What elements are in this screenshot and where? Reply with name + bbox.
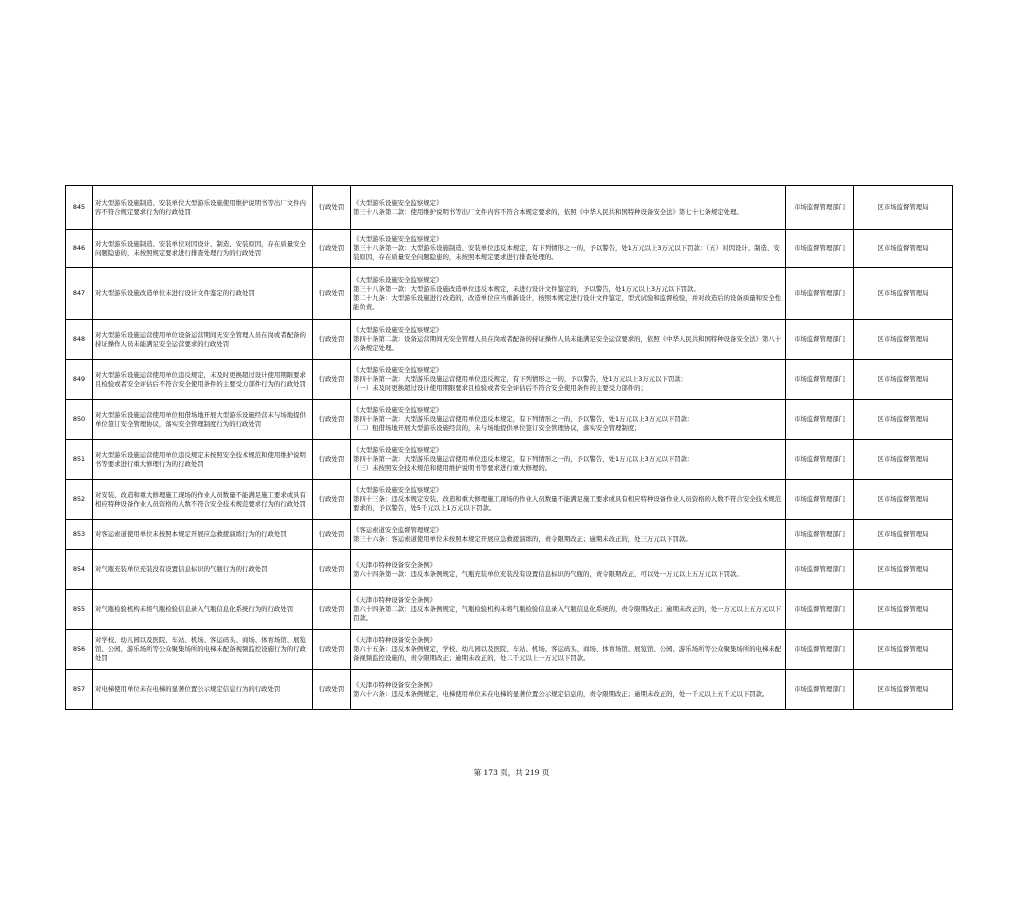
item-name-cell: 对安装、改造和重大修理施工现场的作业人员数量不能满足施工要求或具有相应特种设备作业人员资格的人数不符合安全技术规范要求行为的行政处罚 — [93, 480, 313, 520]
legal-basis-line: 第三十八条第一款：大型游乐设施制造、安装单位违反本规定，有下列情形之一的，予以警告，处1万元以上3万元以下罚款：（五）对因设计、制造、安装原因，存在质量安全问题隐患的，未按照本规定要求进行排查处理的。 — [353, 244, 780, 261]
legal-basis-cell — [351, 670, 786, 710]
legal-basis-line: 《天津市特种设备安全条例》 — [353, 596, 437, 604]
legal-basis-line: （二）租借场地开展大型游乐设施经营的，未与场地提供单位签订安全管理协议，落实安全管理制度； — [353, 424, 641, 432]
legal-basis-cell — [351, 400, 786, 440]
power-type-cell: 行政处罚 — [313, 360, 351, 400]
item-name-cell: 对大型游乐设施改造单位未进行设计文件鉴定的行政处罚 — [93, 268, 313, 320]
legal-basis-line: 第二十九条：大型游乐设施进行改造的，改造单位应当重新设计，按照本规定进行设计文件鉴定、型式试验和监督检验，并对改造后的设备质量和安全性能负责。 — [353, 293, 782, 311]
legal-basis-cell — [351, 550, 786, 590]
legal-basis-line: 《大型游乐设施安全监察规定》 — [353, 366, 443, 374]
table-row — [66, 590, 953, 630]
table-row — [66, 670, 953, 710]
department-cell: 市场监督管理部门 — [786, 268, 854, 320]
power-type-cell: 行政处罚 — [313, 320, 351, 360]
table-row — [66, 230, 953, 268]
legal-basis-line: 第六十四条第一款：违反本条例规定，气瓶充装单位充装没有设置信息标识的气瓶的，责令限期改正，可以处一万元以上五万元以下罚款。 — [353, 569, 743, 578]
implementing-unit-cell: 区市场监督管理局 — [854, 268, 953, 320]
department-cell: 市场监督管理部门 — [786, 550, 854, 590]
legal-basis-line: 第四十三条：违反本规定安装、改造和重大修理施工现场的作业人员数量不能满足施工要求或具有相应特种设备作业人员资格的人数不符合安全技术规范要求的，予以警告，处5千元以上1万元以下罚款。 — [353, 495, 782, 512]
legal-basis-cell — [351, 520, 786, 550]
power-type-cell: 行政处罚 — [313, 400, 351, 440]
legal-basis-line: 第六十五条：违反本条例规定，学校、幼儿园以及医院、车站、机场、客运码头、商场、体育场馆、展览馆、公园、游乐场所等公众聚集场所的电梯未配备视频监控设施的，责令限期改正；逾期未改正的，处二千元以上一万元以下罚款。 — [353, 645, 782, 662]
table-row — [66, 550, 953, 590]
table-row — [66, 630, 953, 670]
item-name-cell: 对大型游乐设施运营使用单位租借场地开展大型游乐设施经营未与场地提供单位签订安全管理协议，落实安全管理制度行为的行政处罚 — [93, 400, 313, 440]
department-cell: 市场监督管理部门 — [786, 520, 854, 550]
legal-basis-line: 《客运索道安全监督管理规定》 — [353, 525, 443, 534]
legal-basis-line: 《天津市特种设备安全条例》 — [353, 636, 437, 644]
row-number-cell: 854 — [66, 550, 93, 590]
implementing-unit-cell: 区市场监督管理局 — [854, 400, 953, 440]
legal-basis-cell — [351, 230, 786, 268]
department-cell: 市场监督管理部门 — [786, 440, 854, 480]
item-name-cell: 对客运索道使用单位未按照本规定开展应急救援演练行为的行政处罚 — [93, 520, 313, 550]
page-footer: 第 173 页，共 219 页 — [473, 768, 550, 777]
item-name-cell: 对学校、幼儿园以及医院、车站、机场、客运码头、商场、体育场馆、展览馆、公园、游乐场所等公众聚集场所的电梯未配备视频监控设施行为的行政处罚 — [93, 630, 313, 670]
legal-basis-line: 第三十六条：客运索道使用单位未按照本规定开展应急救援演练的，责令限期改正；逾期未改正的，处三万元以下罚款。 — [353, 534, 692, 543]
legal-basis-line: 《天津市特种设备安全条例》 — [353, 560, 437, 569]
department-cell: 市场监督管理部门 — [786, 630, 854, 670]
legal-basis-line: 《大型游乐设施安全监察规定》 — [353, 406, 443, 414]
legal-basis-line: 《大型游乐设施安全监察规定》 — [353, 446, 443, 454]
row-number-cell: 850 — [66, 400, 93, 440]
department-cell: 市场监督管理部门 — [786, 400, 854, 440]
implementing-unit-cell: 区市场监督管理局 — [854, 480, 953, 520]
legal-basis-line: 《大型游乐设施安全监察规定》 — [353, 235, 443, 243]
row-number-cell: 851 — [66, 440, 93, 480]
legal-basis-line: 第四十条第一款：大型游乐设施运营使用单位违反本规定，有下列情形之一的，予以警告，处1万元以上3万元以下罚款： — [353, 415, 694, 423]
implementing-unit-cell: 区市场监督管理局 — [854, 440, 953, 480]
implementing-unit-cell: 区市场监督管理局 — [854, 520, 953, 550]
item-name-cell: 对大型游乐设施制造、安装单位对因设计、制造、安装原因，存在质量安全问题隐患的，未按照规定要求进行排查处理行为的行政处罚 — [93, 230, 313, 268]
row-number-cell: 846 — [66, 230, 93, 268]
legal-basis-cell — [351, 590, 786, 630]
legal-basis-cell — [351, 630, 786, 670]
table-row — [66, 440, 953, 480]
table-row — [66, 268, 953, 320]
legal-basis-line: 第四十条第一款：大型游乐设施运营使用单位违反规定，有下列情形之一的，予以警告，处1万元以上3万元以下罚款： — [353, 375, 688, 383]
power-type-cell: 行政处罚 — [313, 590, 351, 630]
legal-basis-line: 《大型游乐设施安全监察规定》 — [353, 275, 443, 284]
item-name-cell: 对电梯使用单位未在电梯的显著位置公示规定信息行为的行政处罚 — [93, 670, 313, 710]
department-cell: 市场监督管理部门 — [786, 230, 854, 268]
implementing-unit-cell: 区市场监督管理局 — [854, 320, 953, 360]
table-row — [66, 520, 953, 550]
row-number-cell: 857 — [66, 670, 93, 710]
department-cell: 市场监督管理部门 — [786, 360, 854, 400]
legal-basis-line: 《大型游乐设施安全监察规定》 — [353, 198, 443, 207]
power-type-cell: 行政处罚 — [313, 550, 351, 590]
item-name-cell: 对气瓶检验机构未将气瓶检验信息录入气瓶信息化系统行为的行政处罚 — [93, 590, 313, 630]
power-list-table — [65, 185, 953, 710]
legal-basis-cell — [351, 360, 786, 400]
legal-basis-line: （三）未按照安全技术规范和使用维护说明书等要求进行重大修理的。 — [353, 464, 552, 472]
power-type-cell: 行政处罚 — [313, 630, 351, 670]
legal-basis-cell — [351, 186, 786, 230]
legal-basis-line: 《大型游乐设施安全监察规定》 — [353, 326, 443, 334]
legal-basis-line: 第四十条第一款：大型游乐设施运营使用单位违反本规定，有下列情形之一的，予以警告，处1万元以上3万元以下罚款： — [353, 455, 694, 463]
table-row — [66, 320, 953, 360]
legal-basis-line: 第六十四条第二款：违反本条例规定，气瓶检验机构未将气瓶检验信息录入气瓶信息化系统的，责令限期改正；逾期未改正的，处一万元以上五万元以下罚款。 — [353, 605, 782, 622]
implementing-unit-cell: 区市场监督管理局 — [854, 590, 953, 630]
row-number-cell: 845 — [66, 186, 93, 230]
row-number-cell: 853 — [66, 520, 93, 550]
legal-basis-cell — [351, 480, 786, 520]
department-cell: 市场监督管理部门 — [786, 590, 854, 630]
item-name-cell: 对大型游乐设施运营使用单位违反规定，未及时更换超过设计使用期限要求且检验或者安全评估后不符合安全使用条件的主要受力部件行为的行政处罚 — [93, 360, 313, 400]
power-type-cell: 行政处罚 — [313, 186, 351, 230]
legal-basis-line: 第四十条第二款：设备运营期间无安全管理人员在岗或者配备的持证操作人员未能满足安全运营要求的，依照《中华人民共和国特种设备安全法》第八十六条规定处理。 — [353, 335, 782, 352]
legal-basis-cell — [351, 320, 786, 360]
item-name-cell: 对大型游乐设施运营使用单位设备运营期间无安全管理人员在岗或者配备的持证操作人员未能满足安全运营要求的行政处罚 — [93, 320, 313, 360]
implementing-unit-cell: 区市场监督管理局 — [854, 186, 953, 230]
implementing-unit-cell: 区市场监督管理局 — [854, 670, 953, 710]
implementing-unit-cell: 区市场监督管理局 — [854, 550, 953, 590]
row-number-cell: 856 — [66, 630, 93, 670]
table-row — [66, 480, 953, 520]
item-name-cell: 对气瓶充装单位充装没有设置信息标识的气瓶行为的行政处罚 — [93, 550, 313, 590]
legal-basis-line: （一）未及时更换超过设计使用期限要求且检验或者安全评估后不符合安全使用条件的主要受力部件的； — [353, 384, 647, 392]
legal-basis-line: 《天津市特种设备安全条例》 — [353, 680, 437, 689]
implementing-unit-cell: 区市场监督管理局 — [854, 630, 953, 670]
power-type-cell: 行政处罚 — [313, 670, 351, 710]
row-number-cell: 847 — [66, 268, 93, 320]
item-name-cell: 对大型游乐设施制造、安装单位大型游乐设施使用维护说明书等出厂文件内容不符合规定要求行为的行政处罚 — [93, 186, 313, 230]
row-number-cell: 852 — [66, 480, 93, 520]
legal-basis-line: 第六十六条：违反本条例规定，电梯使用单位未在电梯的显著位置公示规定信息的，责令限期改正；逾期未改正的，处一千元以上五千元以下罚款。 — [353, 689, 769, 698]
table-row — [66, 186, 953, 230]
department-cell: 市场监督管理部门 — [786, 480, 854, 520]
department-cell: 市场监督管理部门 — [786, 670, 854, 710]
power-type-cell: 行政处罚 — [313, 480, 351, 520]
legal-basis-line: 第三十八条第二款：使用维护说明书等出厂文件内容不符合本规定要求的，依照《中华人民共和国特种设备安全法》第七十七条规定处理。 — [353, 207, 743, 216]
table-body — [66, 186, 953, 710]
legal-basis-cell — [351, 440, 786, 480]
legal-basis-line: 第三十八条第一款：大型游乐设施改造单位违反本规定，未进行设计文件鉴定的，予以警告，处1万元以上3万元以下罚款。 — [353, 284, 700, 293]
row-number-cell: 855 — [66, 590, 93, 630]
implementing-unit-cell: 区市场监督管理局 — [854, 230, 953, 268]
row-number-cell: 849 — [66, 360, 93, 400]
item-name-cell: 对大型游乐设施运营使用单位违反规定未按照安全技术规范和使用维护说明书等要求进行重大修理行为的行政处罚 — [93, 440, 313, 480]
department-cell: 市场监督管理部门 — [786, 320, 854, 360]
legal-basis-cell — [351, 268, 786, 320]
row-number-cell: 848 — [66, 320, 93, 360]
implementing-unit-cell: 区市场监督管理局 — [854, 360, 953, 400]
power-type-cell: 行政处罚 — [313, 440, 351, 480]
power-type-cell: 行政处罚 — [313, 230, 351, 268]
legal-basis-line: 《大型游乐设施安全监察规定》 — [353, 486, 443, 494]
table-row — [66, 400, 953, 440]
power-type-cell: 行政处罚 — [313, 520, 351, 550]
table-row — [66, 360, 953, 400]
power-type-cell: 行政处罚 — [313, 268, 351, 320]
department-cell: 市场监督管理部门 — [786, 186, 854, 230]
